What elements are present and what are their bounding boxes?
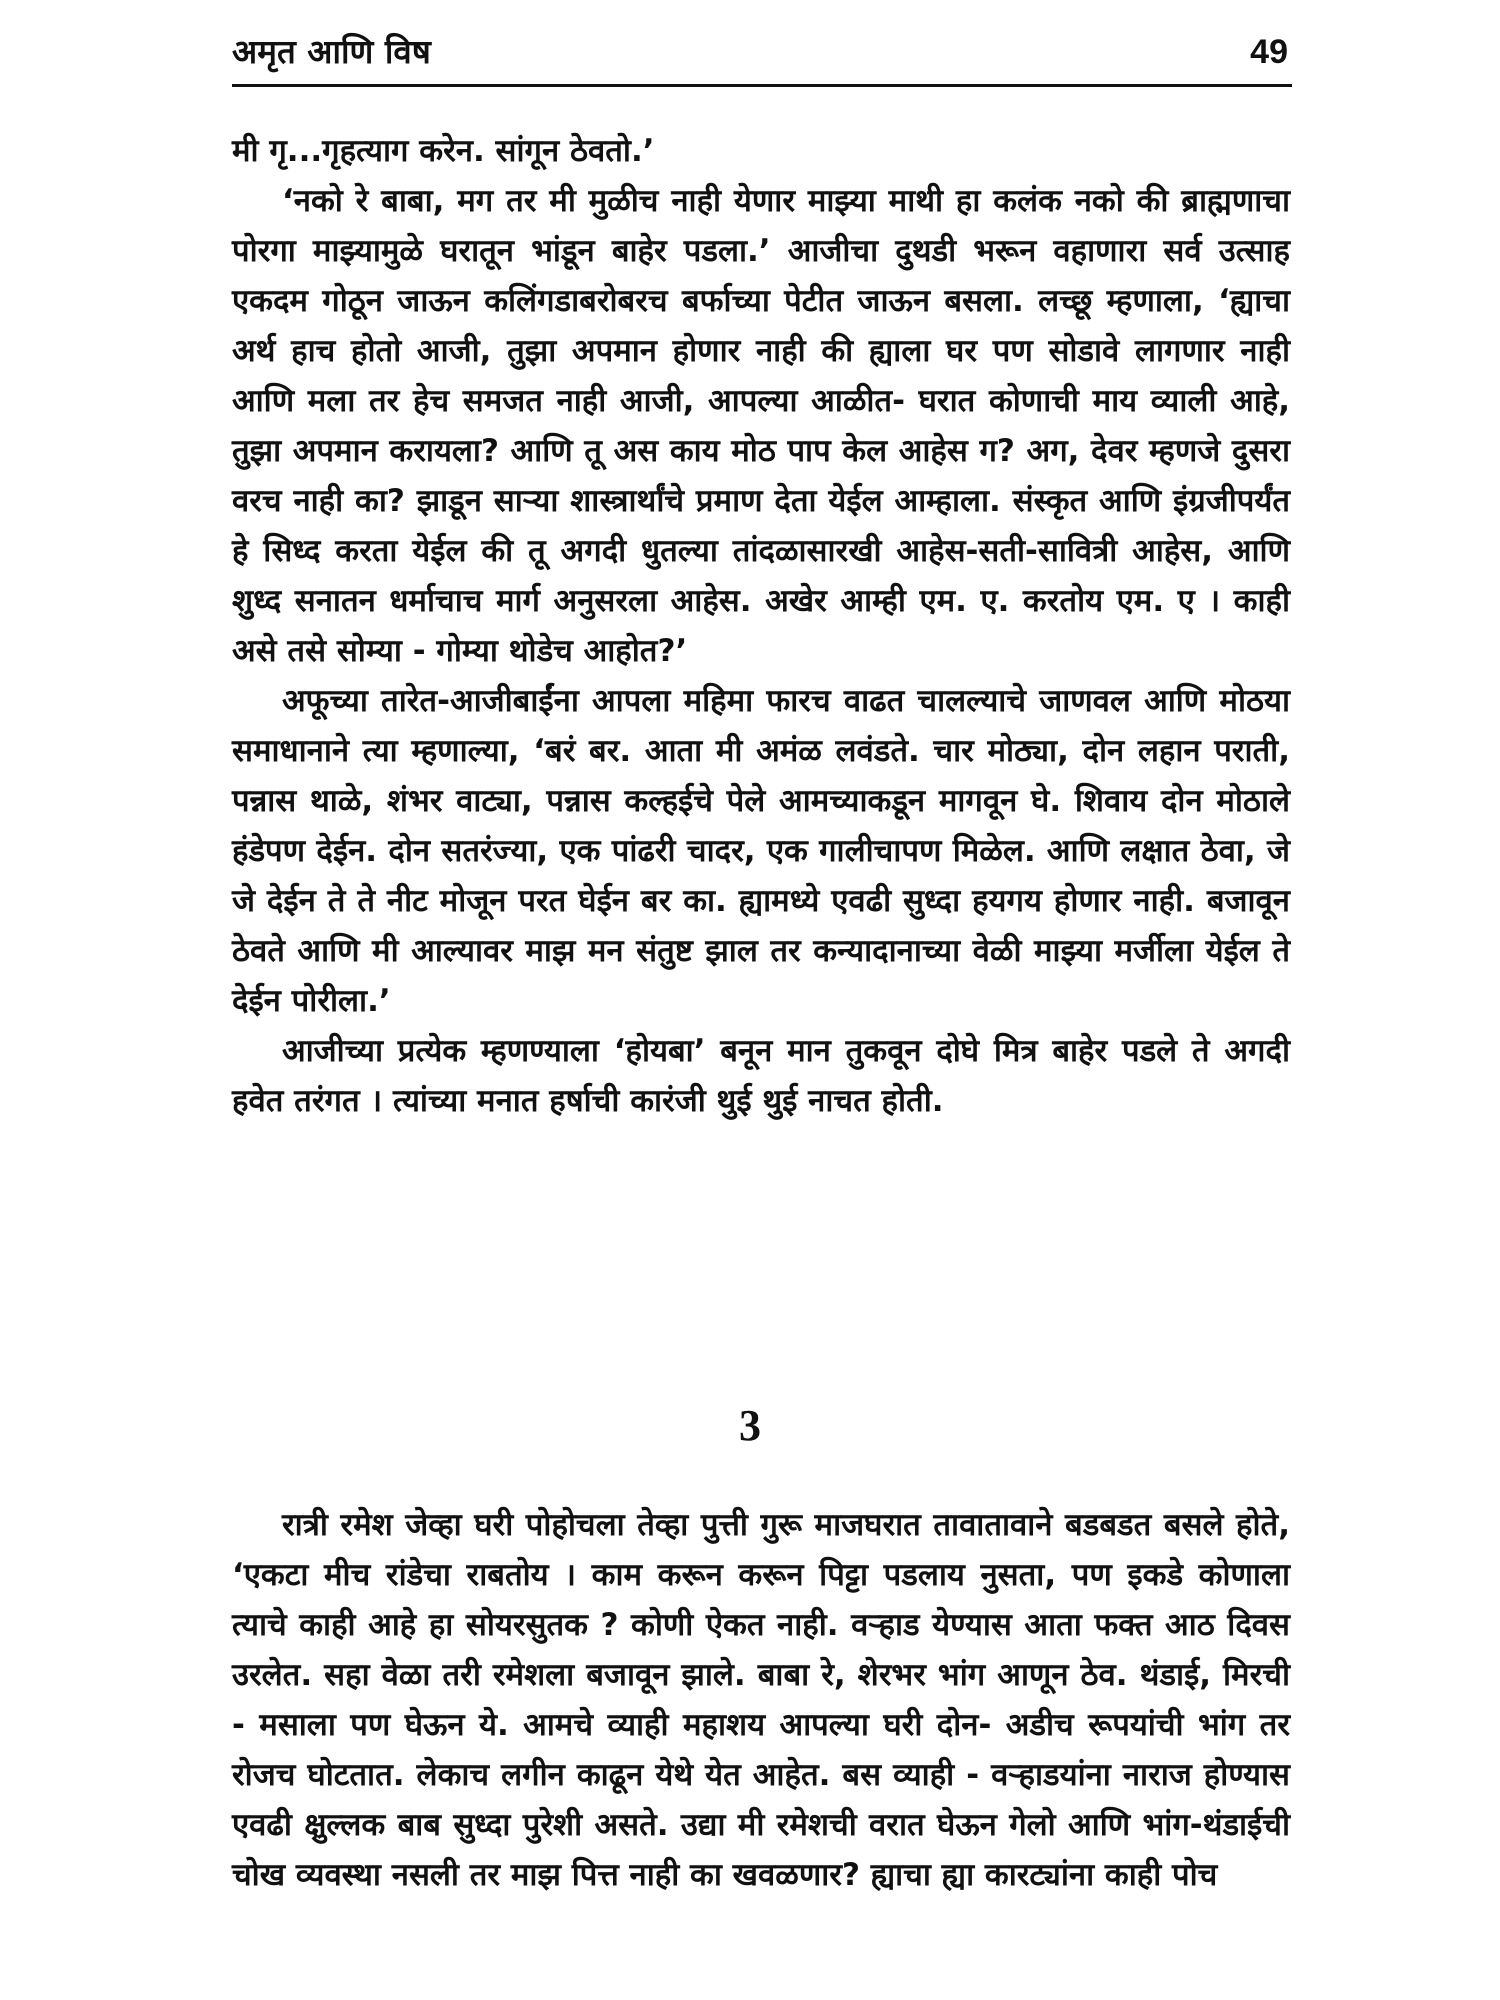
- paragraph: अफूच्या तारेत-आजीबाईंना आपला महिमा फारच वाढत चालल्याचे जाणवल आणि मोठया समाधानाने त्या म्हणाल्या, ‘बरं बर. आता मी अमंळ लवंडते. चार मोठ्या, दोन लहान पराती, पन्नास थाळे, शंभर वाट्या, पन्नास कल्हईचे पेले आमच्याकडून मागवून घे. शिवाय दोन मोठाले हंडेपण देईन. दोन सतरंज्या, एक पांढरी चादर, एक गालीचापण मिळेल. आणि लक्षात ठेवा, जे जे देईन ते ते नीट मोजून परत घेईन बर का. ह्यामध्ये एवढी सुध्दा हयगय होणार नाही. बजावून ठेवते आणि मी आल्यावर माझ मन संतुष्ट झाल तर कन्यादानाच्या वेळी माझ्या मर्जीला येईल ते देईन पोरीला.’: [232, 683, 1290, 1019]
- running-header: [232, 26, 1292, 86]
- header-rule: [232, 84, 1292, 87]
- book-title: अमृत आणि विष: [232, 32, 431, 71]
- chapter-body-text: [232, 1500, 1290, 1900]
- paragraph: रात्री रमेश जेव्हा घरी पोहोचला तेव्हा पुत्ती गुरू माजघरात तावातावाने बडबडत बसले होते, ‘एकटा मीच रांडेचा राबतोय । काम करून करून पिट्टा पडलाय नुसता, पण इकडे कोणाला त्याचे काही आहे हा सोयरसुतक ? कोणी ऐकत नाही. वऱ्हाड येण्यास आता फक्त आठ दिवस उरलेत. सहा वेळा तरी रमेशला बजावून झाले. बाबा रे, शेरभर भांग आणून ठेव. थंडाई, मिरची - मसाला पण घेऊन ये. आमचे व्याही महाशय आपल्या घरी दोन- अडीच रूपयांची भांग तर रोजच घोटतात. लेकाच लगीन काढून येथे येत आहेत. बस व्याही - वऱ्हाडयांना नाराज होण्यास एवढी क्षुल्लक बाब सुध्दा पुरेशी असते. उद्या मी रमेशची वरात घेऊन गेलो आणि भांग-थंडाईची चोख व्यवस्था नसली तर माझ पित्त नाही का खवळणार? ह्याचा ह्या कारट्यांना काही पोच: [232, 1507, 1290, 1893]
- paragraph: ‘नको रे बाबा, मग तर मी मुळीच नाही येणार माझ्या माथी हा कलंक नको की ब्राह्मणाचा पोरगा माझ्यामुळे घरातून भांडून बाहेर पडला.’ आजीचा दुथडी भरून वहाणारा सर्व उत्साह एकदम गोठून जाऊन कलिंगडाबरोबरच बर्फाच्या पेटीत जाऊन बसला. लच्छू म्हणाला, ‘ह्याचा अर्थ हाच होतो आजी, तुझा अपमान होणार नाही की ह्याला घर पण सोडावे लागणार नाही आणि मला तर हेच समजत नाही आजी, आपल्या आळीत- घरात कोणाची माय व्याली आहे, तुझा अपमान करायला? आणि तू अस काय मोठ पाप केल आहेस ग? अग, देवर म्हणजे दुसरा वरच नाही का? झाडून साऱ्या शास्त्रार्थांचे प्रमाण देता येईल आम्हाला. संस्कृत आणि इंग्रजीपर्यंत हे सिध्द करता येईल की तू अगदी धुतल्या तांदळासारखी आहेस-सती-सावित्री आहेस, आणि शुध्द सनातन धर्माचाच मार्ग अनुसरला आहेस. अखेर आम्ही एम. ए. करतोय एम. ए । काही असे तसे सोम्या - गोम्या थोडेच आहोत?’: [232, 183, 1290, 669]
- paragraph-continuation: मी गृ...गृहत्याग करेन. सांगून ठेवतो.’: [232, 133, 655, 169]
- page-number: 49: [1250, 33, 1288, 71]
- paragraph: आजीच्या प्रत्येक म्हणण्याला ‘होयबा’ बनून मान तुकवून दोघे मित्र बाहेर पडले ते अगदी हवेत तरंगत । त्यांच्या मनात हर्षाची कारंजी थुई थुई नाचत होती.: [232, 1033, 1290, 1119]
- chapter-number: 3: [739, 1401, 761, 1450]
- body-text: [232, 126, 1290, 1126]
